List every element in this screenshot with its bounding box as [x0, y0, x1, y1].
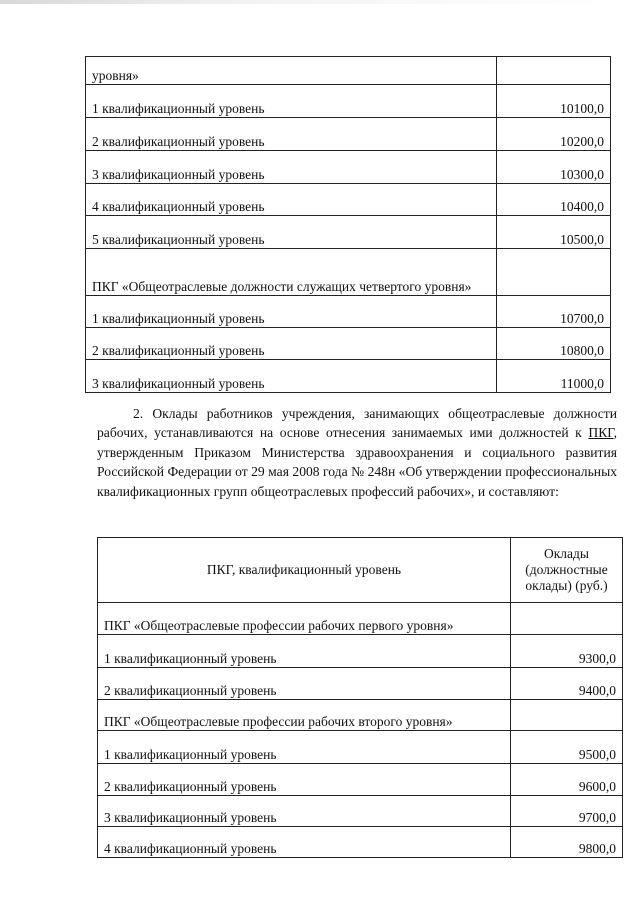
- row-value: 9600,0: [511, 764, 623, 796]
- table-row: [98, 668, 623, 700]
- table-row: [86, 216, 611, 249]
- table-row: [98, 796, 623, 827]
- scan-edge: [0, 0, 640, 4]
- row-value: 10400,0: [497, 184, 611, 216]
- table-row: [98, 635, 623, 668]
- table-header-row: [98, 538, 623, 603]
- table-row: [86, 184, 611, 216]
- table-row: [86, 328, 611, 360]
- table-row: [98, 827, 623, 858]
- row-label: 1 квалификационный уровень: [98, 731, 511, 764]
- row-value: 9400,0: [511, 668, 623, 700]
- salary-table-employees: [85, 56, 611, 393]
- table-row: [86, 57, 611, 85]
- row-label: 1 квалификационный уровень: [86, 296, 497, 328]
- row-label: 3 квалификационный уровень: [86, 151, 497, 184]
- row-value: 9700,0: [511, 796, 623, 827]
- pkg-link[interactable]: ПКГ: [588, 425, 614, 441]
- table-row: [86, 296, 611, 328]
- row-value: 10500,0: [497, 216, 611, 249]
- row-value: 10200,0: [497, 118, 611, 151]
- paragraph-2: [97, 404, 617, 501]
- row-label: 1 квалификационный уровень: [98, 635, 511, 668]
- row-label: 3 квалификационный уровень: [86, 360, 497, 393]
- row-label: уровня»: [86, 57, 497, 85]
- table-row: [86, 85, 611, 118]
- row-value: 10800,0: [497, 328, 611, 360]
- row-label: 5 квалификационный уровень: [86, 216, 497, 249]
- row-value: [511, 700, 623, 731]
- table-row: [86, 360, 611, 393]
- table-row: [98, 731, 623, 764]
- row-label: 2 квалификационный уровень: [86, 328, 497, 360]
- table-row: [98, 603, 623, 635]
- row-value: [511, 603, 623, 635]
- row-label: 3 квалификационный уровень: [98, 796, 511, 827]
- row-value: 10300,0: [497, 151, 611, 184]
- group-heading: ПКГ «Общеотраслевые профессии рабочих первого уровня»: [98, 603, 511, 635]
- row-value: 10100,0: [497, 85, 611, 118]
- row-value: 9300,0: [511, 635, 623, 668]
- table-row: [86, 151, 611, 184]
- row-label: 2 квалификационный уровень: [98, 764, 511, 796]
- row-label: 4 квалификационный уровень: [98, 827, 511, 858]
- group-heading: ПКГ «Общеотраслевые профессии рабочих второго уровня»: [98, 700, 511, 731]
- row-value: 9500,0: [511, 731, 623, 764]
- paragraph-text-end: , утвержденным Приказом Министерства здравоохранения и социального развития Российской Федерации от 29 мая 2008 года № 248н «Об утверждении профессиональных квалификационных групп общеотраслевых профессий рабочих», и составляют:: [97, 425, 617, 499]
- table-row: [98, 700, 623, 731]
- row-value: 9800,0: [511, 827, 623, 858]
- column-header-group: ПКГ, квалификационный уровень: [98, 538, 511, 603]
- row-label: 2 квалификационный уровень: [86, 118, 497, 151]
- salary-table-workers: [97, 537, 623, 858]
- row-value: 10700,0: [497, 296, 611, 328]
- row-value: [497, 249, 611, 296]
- row-label: 2 квалификационный уровень: [98, 668, 511, 700]
- table-row: [86, 118, 611, 151]
- row-value: [497, 57, 611, 85]
- table-row: [98, 764, 623, 796]
- table-row: [86, 249, 611, 296]
- column-header-salary: Оклады (должностные оклады) (руб.): [511, 538, 623, 603]
- row-value: 11000,0: [497, 360, 611, 393]
- row-label: 1 квалификационный уровень: [86, 85, 497, 118]
- paragraph-text-start: 2. Оклады работников учреждения, занимающих общеотраслевые должности рабочих, устанавливаются на основе отнесения занимаемых ими должностей к: [97, 406, 617, 441]
- group-heading: ПКГ «Общеотраслевые должности служащих четвертого уровня»: [86, 249, 497, 296]
- row-label: 4 квалификационный уровень: [86, 184, 497, 216]
